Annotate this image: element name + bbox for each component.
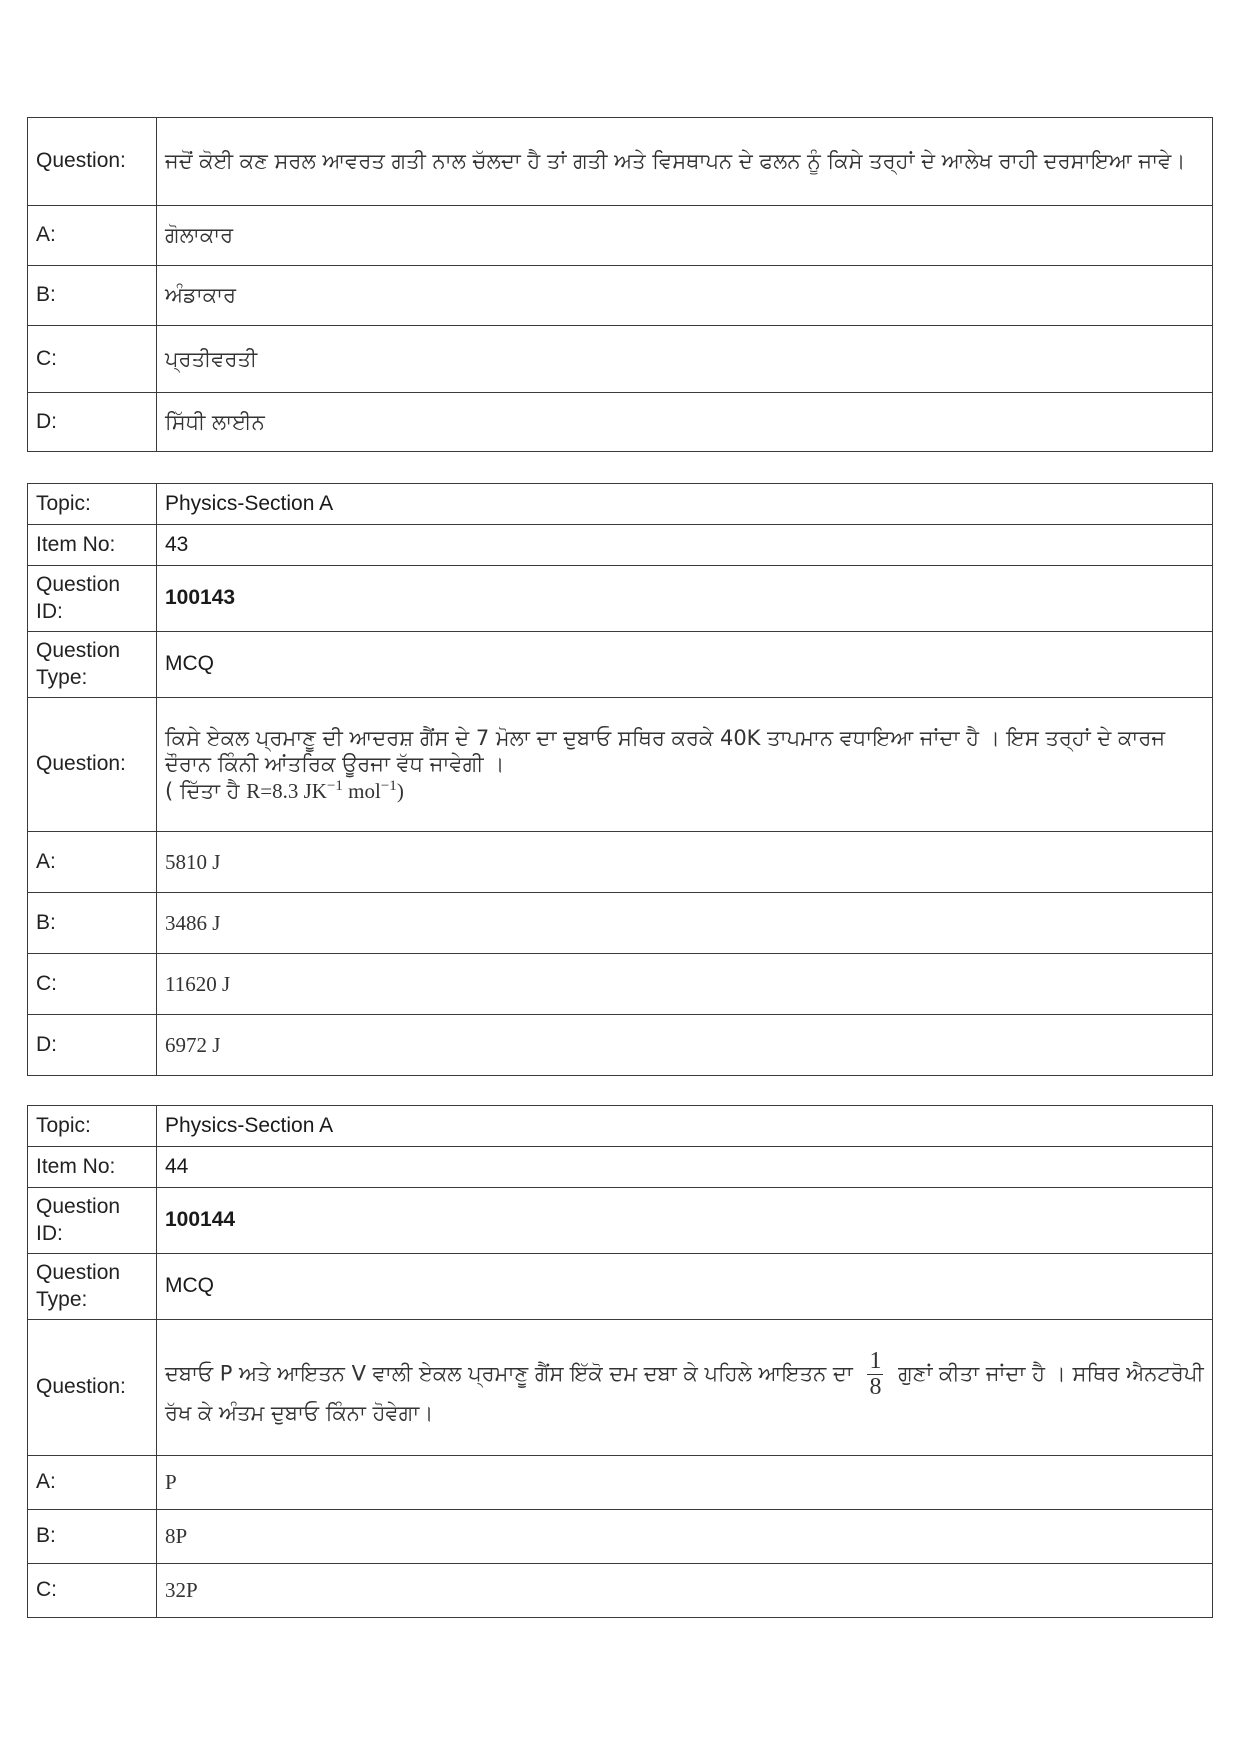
topic-label: Topic: — [28, 1106, 157, 1147]
option-c-row — [28, 954, 1213, 1015]
question-type-label: Question Type: — [28, 1254, 157, 1320]
question-type-row — [28, 1254, 1213, 1320]
item-no-row — [28, 525, 1213, 566]
item-no-value: 43 — [157, 525, 1213, 566]
formula-exponent-1: −1 — [326, 778, 343, 795]
formula — [246, 779, 404, 803]
topic-value: Physics-Section A — [157, 484, 1213, 525]
option-d-row — [28, 393, 1213, 452]
question-part-1: ਦਬਾਓ P ਅਤੇ ਆਇਤਨ V ਵਾਲੀ ਏਕਲ ਪ੍ਰਮਾਣੂ ਗੈਂਸ ਇੱਕੋ ਦਮ ਦਬਾ ਕੇ ਪਹਿਲੇ ਆਇਤਨ ਦਾ — [165, 1361, 853, 1386]
question-given-text: ( ਦਿੱਤਾ ਹੈ — [165, 779, 240, 804]
option-a-text: P — [157, 1456, 1213, 1510]
question-line-1: ਕਿਸੇ ਏਕਲ ਪ੍ਰਮਾਣੂ ਦੀ ਆਦਰਸ਼ ਗੈਂਸ ਦੇ 7 ਮੋਲਾ ਦਾ ਦੁਬਾਓ ਸਥਿਰ ਕਰਕੇ 40K ਤਾਪਮਾਨ ਵਧਾਇਆ ਜਾਂਦਾ ਹੈ । ਇਸ ਤਰ੍ਹਾਂ ਦੇ ਕਾਰਜ ਦੌਰਾਨ ਕਿੰਨੀ ਆਂਤਰਿਕ ਊਰਜਾ ਵੱਧ ਜਾਵੇਗੀ । — [165, 725, 1166, 776]
formula-close: ) — [396, 779, 404, 804]
question-id-row — [28, 566, 1213, 632]
item-no-label: Item No: — [28, 525, 157, 566]
option-c-label: C: — [28, 954, 157, 1015]
option-b-row — [28, 266, 1213, 326]
option-a-row — [28, 206, 1213, 266]
fraction-denominator: 8 — [869, 1373, 882, 1400]
option-b-row — [28, 1510, 1213, 1564]
question-id-label: Question ID: — [28, 566, 157, 632]
option-d-text: 6972 J — [157, 1015, 1213, 1076]
option-a-label: A: — [28, 1456, 157, 1510]
option-b-label: B: — [28, 893, 157, 954]
option-a-label: A: — [28, 206, 157, 266]
item-no-label: Item No: — [28, 1147, 157, 1188]
question-type-label: Question Type: — [28, 632, 157, 698]
option-a-label: A: — [28, 832, 157, 893]
question-type-value: MCQ — [157, 1254, 1213, 1320]
option-c-label: C: — [28, 326, 157, 393]
item-no-row — [28, 1147, 1213, 1188]
question-block-2 — [27, 483, 1213, 1076]
option-a-text: ਗੋਲਾਕਾਰ — [157, 206, 1213, 266]
option-c-row — [28, 1564, 1213, 1618]
question-id-row — [28, 1188, 1213, 1254]
option-b-text: ਅੰਡਾਕਾਰ — [157, 266, 1213, 326]
fraction — [867, 1349, 883, 1400]
option-a-text: 5810 J — [157, 832, 1213, 893]
formula-mol: mol — [342, 779, 381, 804]
question-row — [28, 118, 1213, 206]
question-type-value: MCQ — [157, 632, 1213, 698]
option-b-text: 3486 J — [157, 893, 1213, 954]
question-row — [28, 698, 1213, 832]
option-c-row — [28, 326, 1213, 393]
fraction-numerator: 1 — [869, 1347, 882, 1374]
item-no-value: 44 — [157, 1147, 1213, 1188]
question-text: ਜਦੋਂ ਕੋਈ ਕਣ ਸਰਲ ਆਵਰਤ ਗਤੀ ਨਾਲ ਚੱਲਦਾ ਹੈ ਤਾਂ ਗਤੀ ਅਤੇ ਵਿਸਥਾਪਨ ਦੇ ਫਲਨ ਨੂੰ ਕਿਸੇ ਤਰ੍ਹਾਂ ਦੇ ਆਲੇਖ ਰਾਹੀ ਦਰਸਾਇਆ ਜਾਵੇ। — [157, 118, 1213, 206]
question-label: Question: — [28, 118, 157, 206]
option-a-row — [28, 832, 1213, 893]
option-b-label: B: — [28, 266, 157, 326]
option-a-row — [28, 1456, 1213, 1510]
option-b-text: 8P — [157, 1510, 1213, 1564]
formula-exponent-2: −1 — [380, 778, 397, 795]
question-text — [157, 1320, 1213, 1456]
option-d-label: D: — [28, 1015, 157, 1076]
question-block-1 — [27, 117, 1213, 452]
question-label: Question: — [28, 1320, 157, 1456]
option-b-row — [28, 893, 1213, 954]
question-label: Question: — [28, 698, 157, 832]
formula-main: R=8.3 JK — [246, 779, 327, 804]
question-block-3 — [27, 1105, 1213, 1618]
question-text — [157, 698, 1213, 832]
option-c-label: C: — [28, 1564, 157, 1618]
option-d-text: ਸਿੱਧੀ ਲਾਈਨ — [157, 393, 1213, 452]
question-row — [28, 1320, 1213, 1456]
option-c-text: ਪ੍ਰਤੀਵਰਤੀ — [157, 326, 1213, 393]
question-id-value: 100143 — [157, 566, 1213, 632]
topic-value: Physics-Section A — [157, 1106, 1213, 1147]
option-d-row — [28, 1015, 1213, 1076]
option-d-label: D: — [28, 393, 157, 452]
option-c-text: 11620 J — [157, 954, 1213, 1015]
topic-label: Topic: — [28, 484, 157, 525]
topic-row — [28, 484, 1213, 525]
question-part-2: ਗੁਣਾਂ ਕੀਤਾ ਜਾਂਦਾ ਹੈ । ਸਥਿਰ ਐਨਟਰੋਪੀ ਰੱਖ ਕੇ ਅੰਤਮ ਦੁਬਾਓ ਕਿੰਨਾ ਹੋਵੇਗਾ। — [165, 1361, 1204, 1426]
option-b-label: B: — [28, 1510, 157, 1564]
topic-row — [28, 1106, 1213, 1147]
option-c-text: 32P — [157, 1564, 1213, 1618]
question-id-label: Question ID: — [28, 1188, 157, 1254]
question-id-value: 100144 — [157, 1188, 1213, 1254]
question-type-row — [28, 632, 1213, 698]
